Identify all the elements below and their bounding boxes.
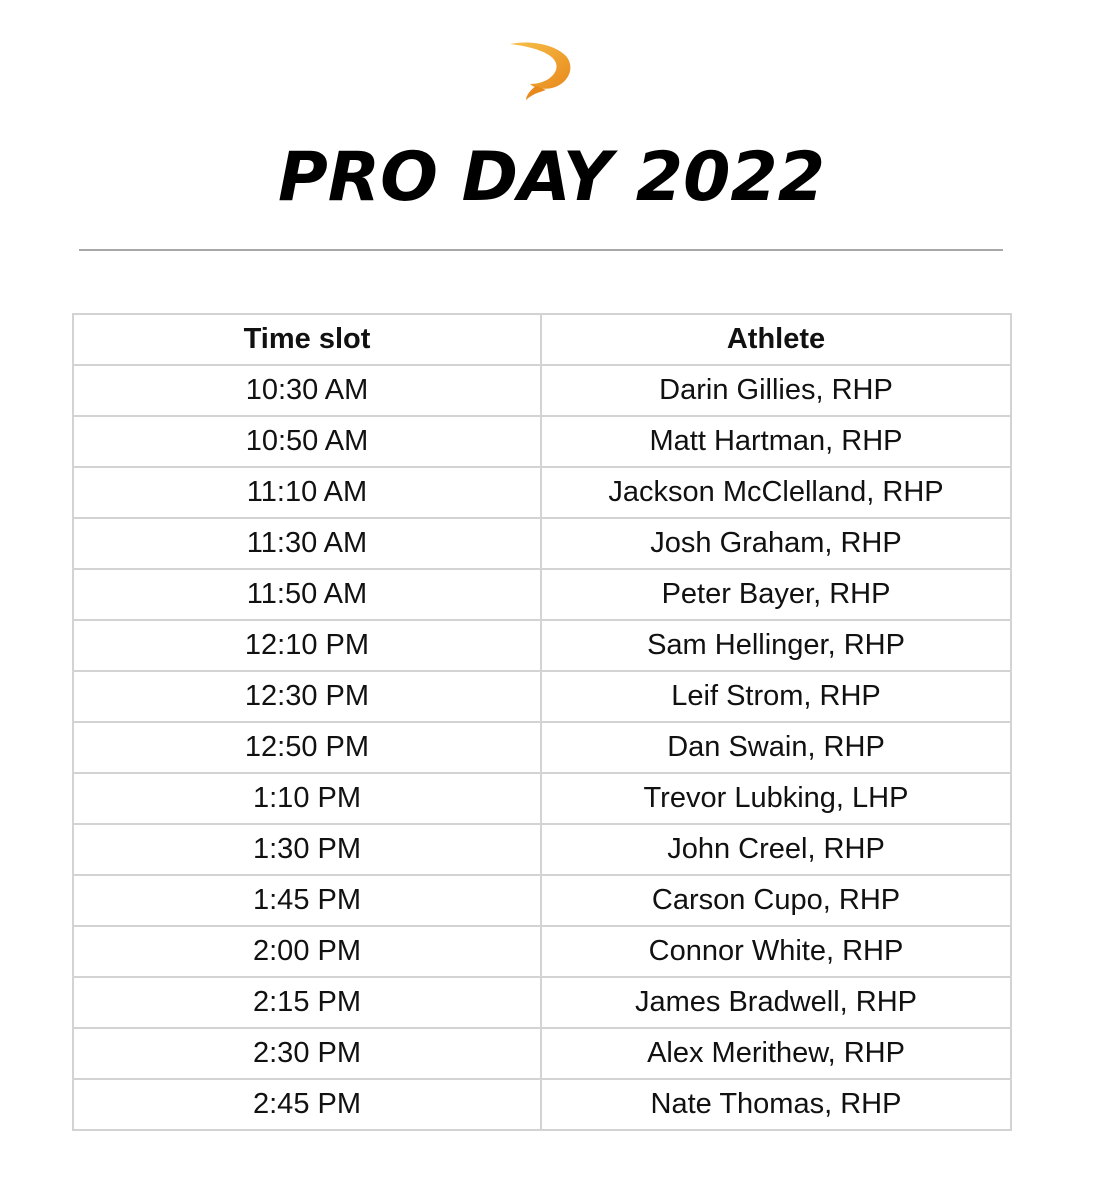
athlete-cell: Alex Merithew, RHP	[541, 1028, 1011, 1079]
table-row	[73, 1028, 1011, 1079]
time-slot-cell: 10:50 AM	[73, 416, 541, 467]
time-slot-cell: 2:45 PM	[73, 1079, 541, 1130]
time-slot-cell: 12:10 PM	[73, 620, 541, 671]
time-slot-cell: 2:30 PM	[73, 1028, 541, 1079]
time-slot-cell: 11:50 AM	[73, 569, 541, 620]
table-header-row	[73, 314, 1011, 365]
time-slot-cell: 1:30 PM	[73, 824, 541, 875]
athlete-cell: Jackson McClelland, RHP	[541, 467, 1011, 518]
athlete-cell: James Bradwell, RHP	[541, 977, 1011, 1028]
time-slot-cell: 11:30 AM	[73, 518, 541, 569]
time-slot-cell: 12:30 PM	[73, 671, 541, 722]
time-slot-cell: 2:00 PM	[73, 926, 541, 977]
table-row	[73, 926, 1011, 977]
column-header-athlete: Athlete	[541, 314, 1011, 365]
table-row	[73, 875, 1011, 926]
table-row	[73, 671, 1011, 722]
time-slot-cell: 12:50 PM	[73, 722, 541, 773]
athlete-cell: Matt Hartman, RHP	[541, 416, 1011, 467]
table-row	[73, 518, 1011, 569]
page-title: PRO DAY 2022	[277, 138, 826, 217]
time-slot-cell: 1:10 PM	[73, 773, 541, 824]
athlete-cell: Darin Gillies, RHP	[541, 365, 1011, 416]
athlete-cell: Nate Thomas, RHP	[541, 1079, 1011, 1130]
athlete-cell: Trevor Lubking, LHP	[541, 773, 1011, 824]
table-row	[73, 569, 1011, 620]
table-row	[73, 722, 1011, 773]
table-row	[73, 365, 1011, 416]
athlete-cell: Josh Graham, RHP	[541, 518, 1011, 569]
time-slot-cell: 11:10 AM	[73, 467, 541, 518]
athlete-cell: Peter Bayer, RHP	[541, 569, 1011, 620]
table-row	[73, 773, 1011, 824]
table-row	[73, 1079, 1011, 1130]
schedule-table	[72, 313, 1012, 1131]
athlete-cell: Dan Swain, RHP	[541, 722, 1011, 773]
athlete-cell: Carson Cupo, RHP	[541, 875, 1011, 926]
athlete-cell: Connor White, RHP	[541, 926, 1011, 977]
time-slot-cell: 2:15 PM	[73, 977, 541, 1028]
athlete-cell: Leif Strom, RHP	[541, 671, 1011, 722]
table-row	[73, 824, 1011, 875]
table-row	[73, 620, 1011, 671]
column-header-time-slot: Time slot	[73, 314, 541, 365]
time-slot-cell: 10:30 AM	[73, 365, 541, 416]
table-row	[73, 977, 1011, 1028]
table-row	[73, 416, 1011, 467]
time-slot-cell: 1:45 PM	[73, 875, 541, 926]
athlete-cell: John Creel, RHP	[541, 824, 1011, 875]
athlete-cell: Sam Hellinger, RHP	[541, 620, 1011, 671]
title-divider	[79, 249, 1003, 251]
wing-d-logo-icon	[506, 38, 576, 102]
table-row	[73, 467, 1011, 518]
